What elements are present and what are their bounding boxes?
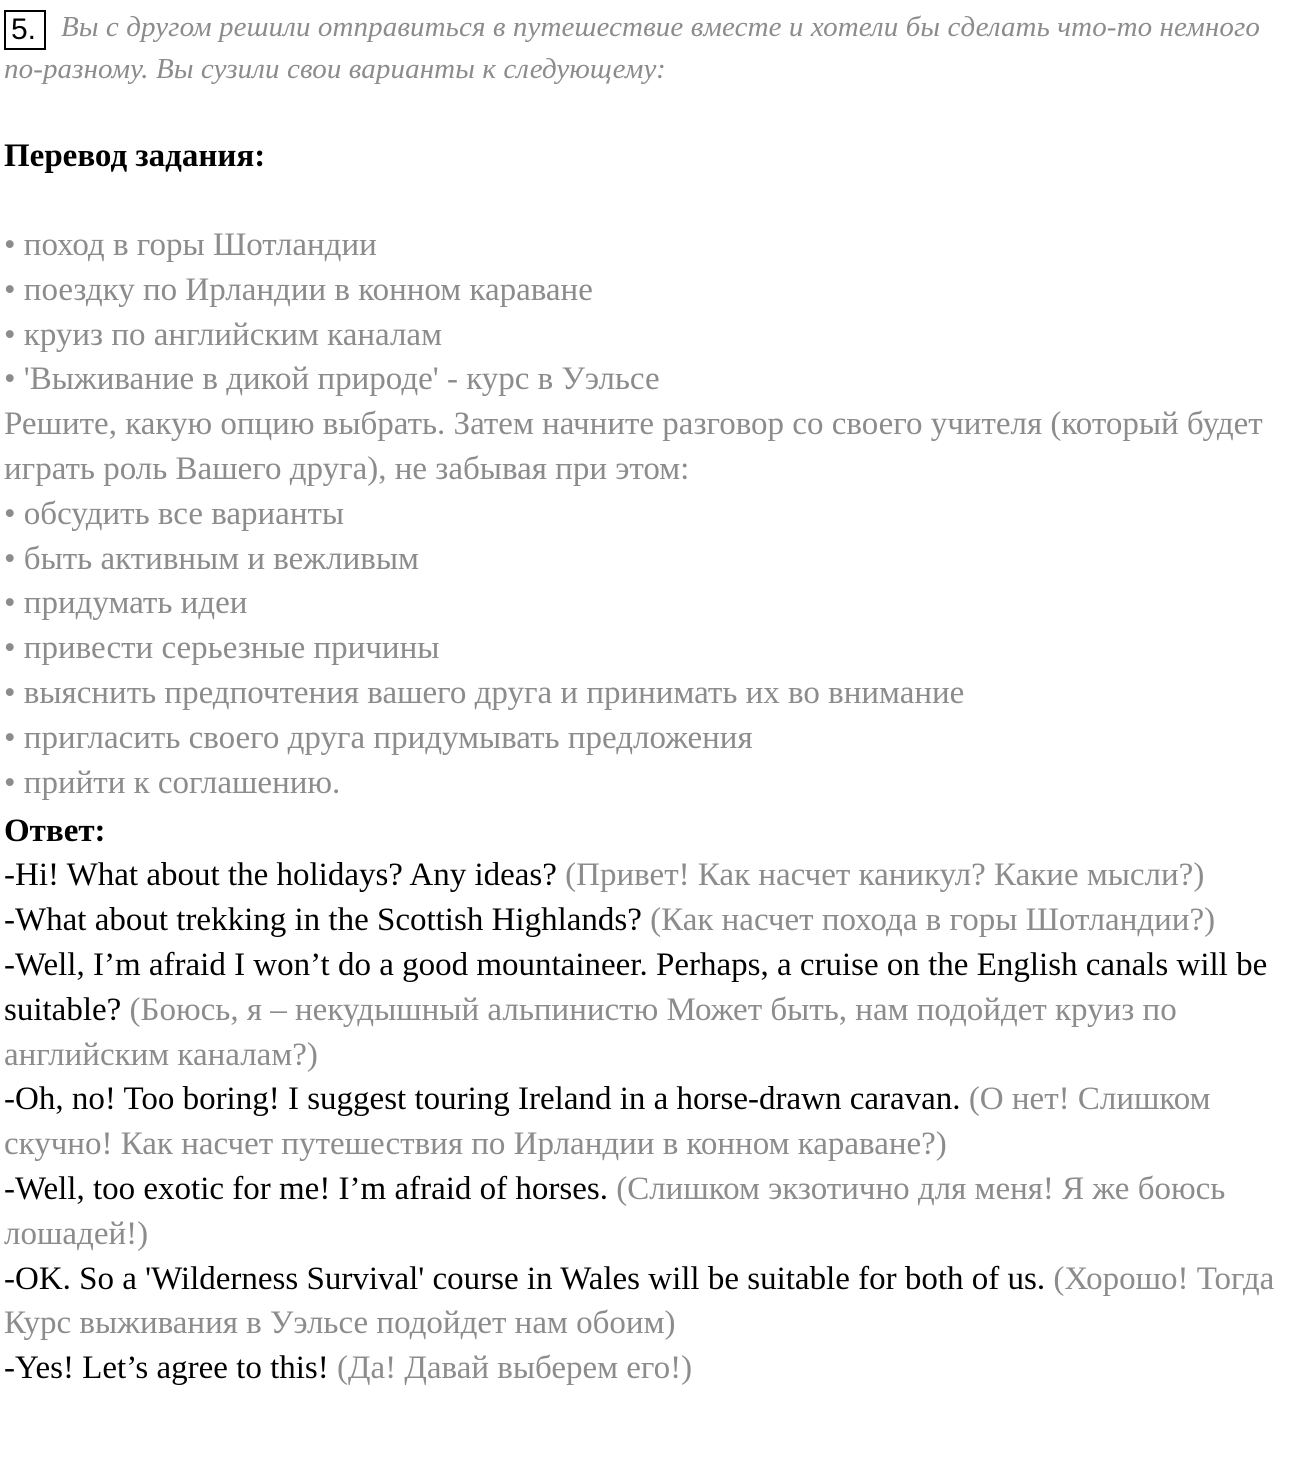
dialog-line [4,1167,1299,1257]
dialog-english: -What about trekking in the Scottish Highlands? [4,902,642,939]
dialog-translation: (Привет! Как насчет каникул? Какие мысли?) [565,857,1205,894]
instructions-text: Решите, какую опцию выбрать. Затем начните разговор со своего учителя (который будет играть роль Вашего друга), не забывая при этом: [4,406,1263,487]
points-list [4,492,1299,806]
dialog-line [4,898,1299,943]
answer-dialog [4,853,1299,1391]
options-list [4,223,1299,402]
task-text: Вы с другом решили отправиться в путешествие вместе и хотели бы сделать что-то немного по-разному. Вы сузили свои варианты к следующему: [4,11,1261,85]
list-item: • обсудить все варианты [4,495,345,532]
list-item: • 'Выживание в дикой природе' - курс в Уэльсе [4,361,660,398]
list-item: • придумать идеи [4,585,248,622]
dialog-english: -Oh, no! Too boring! I suggest touring Ireland in a horse-drawn caravan. [4,1081,961,1118]
translation-heading: Перевод задания: [4,138,266,174]
dialog-translation: (Да! Давай выберем его!) [337,1350,693,1387]
list-item: • прийти к соглашению. [4,764,341,801]
dialog-line [4,1346,1299,1391]
dialog-line [4,1077,1299,1167]
dialog-english: -Hi! What about the holidays? Any ideas? [4,857,557,894]
dialog-line [4,1257,1299,1347]
list-item: • выяснить предпочтения вашего друга и принимать их во внимание [4,674,965,711]
dialog-line [4,853,1299,898]
task-number-badge: 5. [4,10,46,50]
dialog-english: -Well, too exotic for me! I’m afraid of horses. [4,1170,608,1207]
task-header [4,6,1299,86]
dialog-translation: (Как насчет похода в горы Шотландии?) [650,902,1216,939]
list-item: • круиз по английским каналам [4,316,442,353]
list-item: • привести серьезные причины [4,630,440,667]
dialog-translation: (Боюсь, я – некудышный альпинистю Может быть, нам подойдет круиз по английским каналам?) [4,991,1177,1073]
dialog-english: -Well, I’m afraid I won’t do a good mountaineer. Perhaps, a cruise on the English canals will be suitable? [4,946,1268,1028]
dialog-english: -OK. So a 'Wilderness Survival' course in Wales will be suitable for both of us. [4,1260,1046,1297]
list-item: • быть активным и вежливым [4,540,419,577]
dialog-translation: (О нет! Слишком скучно! Как насчет путешествия по Ирландии в конном караване?) [4,1081,1211,1163]
dialog-translation: (Слишком экзотично для меня! Я же боюсь лошадей!) [4,1170,1226,1252]
dialog-line [4,943,1299,1077]
answer-heading: Ответ: [4,813,106,850]
dialog-english: -Yes! Let’s agree to this! [4,1350,329,1387]
dialog-translation: (Хорошо! Тогда Курс выживания в Уэльсе подойдет нам обоим) [4,1260,1275,1342]
list-item: • пригласить своего друга придумывать предложения [4,719,753,756]
list-item: • поездку по Ирландии в конном караване [4,271,593,308]
document-page [4,6,1299,1391]
list-item: • поход в горы Шотландии [4,227,377,263]
